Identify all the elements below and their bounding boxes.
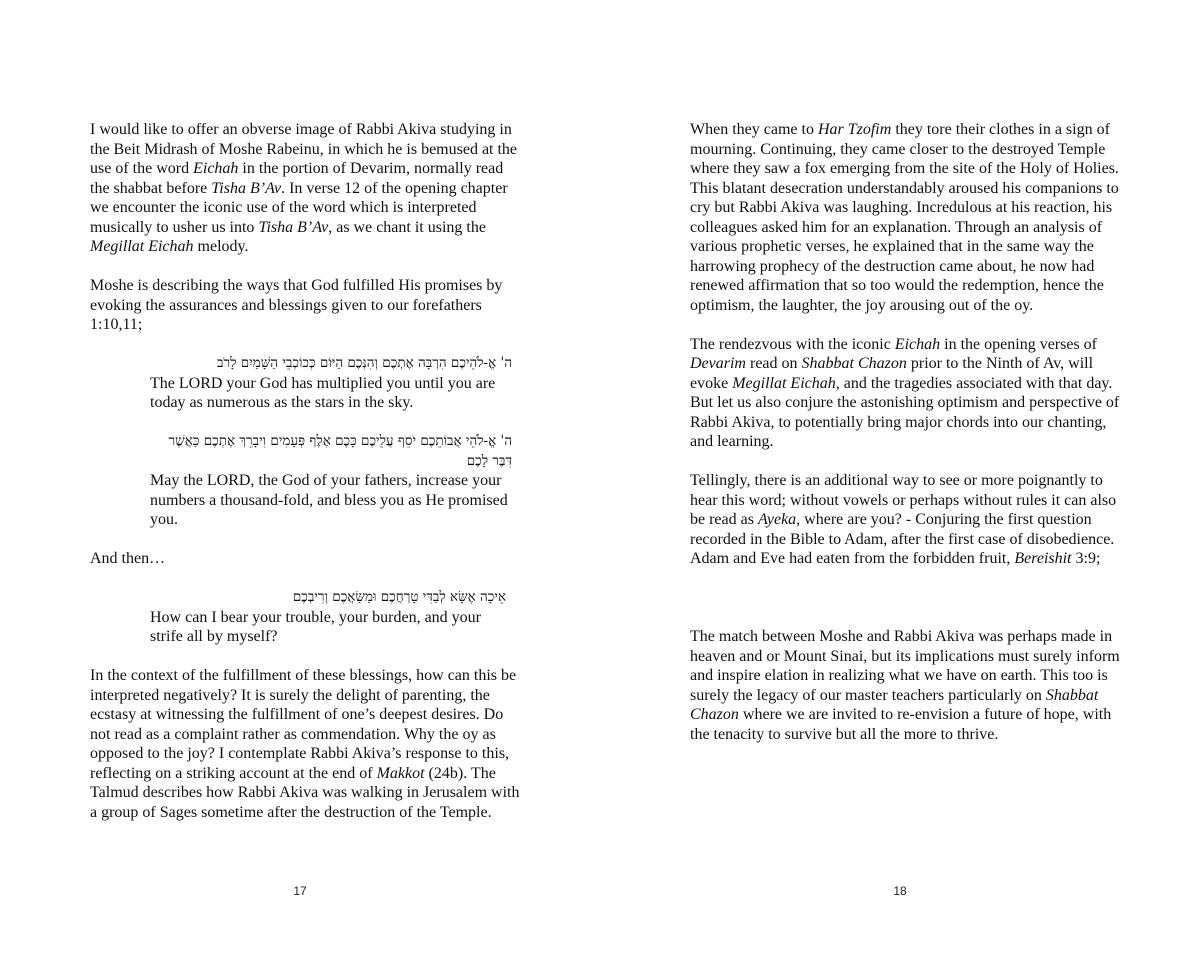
italic-term: Eichah xyxy=(894,335,941,353)
verse-quote-2 xyxy=(150,432,512,530)
italic-term: Devarim xyxy=(690,355,746,372)
italic-term: Megillat Eichah, xyxy=(732,374,840,392)
italic-term: Eichah xyxy=(193,160,239,177)
italic-term: Shabbat Chazon xyxy=(690,686,1099,723)
text-run: (24b). The Talmud describes how Rabbi Akiva was walking in Jerusalem with a group of Sages sometime after the destruction of the Temple. xyxy=(90,764,520,821)
english-translation xyxy=(750,588,1106,608)
text-run: 3:9; xyxy=(1071,550,1101,567)
hebrew-verse: ה' אֱ-לֹהֵי אֲבוֹתֵכֶם יֹסֵף עֲלֵיכֶם כָּכֶם אֶלֶף פְּעָמִים וִיבָרֵךְ אֶתְכֶם כַּאֲשֶׁר דִּבֶּר לָכֶם xyxy=(168,433,512,469)
left-paragraph-4 xyxy=(90,666,522,822)
english-translation: May the LORD, the God of your fathers, increase your numbers a thousand-fold, and bless you as He promised you. xyxy=(150,472,508,528)
right-page-body xyxy=(690,120,1122,764)
left-page-body xyxy=(90,120,522,842)
text-run: read on xyxy=(745,355,802,372)
text-run: In the context of the fulfillment of these blessings, how can this be interpreted negatively? It is surely the delight of parenting, the ecstasy at witnessing the fulfillment of one’s deepest desires. Do not read as a complaint rather as commendation. Why the oy as opposed to the joy? I contemplate Rabbi Akiva’s response to this, reflecting on a striking account at the end of xyxy=(90,667,517,782)
italic-term: Bereishit xyxy=(1014,550,1072,567)
text-run: where we are invited to re-envision a future of hope, with the tenacity to survive but all the more to thrive. xyxy=(690,706,1112,743)
italic-term: Tisha B’Av xyxy=(211,179,282,197)
italic-term: Tisha B’Av xyxy=(258,218,329,236)
text-run: I would like to offer an obverse image of Rabbi Akiva studying in the Beit Midrash of Moshe Rabeinu, in which he is bemused at the use of the word xyxy=(90,121,518,177)
text-run: . In verse 12 of the opening chapter we encounter the iconic use of the word which is interpreted musically to usher us into xyxy=(90,179,508,236)
text-run: in the portion of Devarim, normally read the shabbat before xyxy=(90,160,504,197)
text-run: melody. xyxy=(193,238,249,255)
text-run: in the opening verses of xyxy=(940,335,1098,353)
italic-term: Har Tzofim xyxy=(817,121,892,138)
page-number: 18 xyxy=(893,884,907,898)
english-translation: How can I bear your trouble, your burden, and your strife all by myself? xyxy=(150,608,482,645)
italic-term: Megillat Eichah xyxy=(90,238,194,255)
left-paragraph-3: And then… xyxy=(90,550,166,567)
text-run: The match between Moshe and Rabbi Akiva was perhaps made in heaven and or Mount Sinai, but its implications must surely inform and inspire elation in realizing what we have on earth. This too is surely the legacy of our master teachers particularly on xyxy=(690,628,1120,704)
italic-term: Makkot xyxy=(376,764,425,782)
verse-quote-4 xyxy=(750,588,1106,608)
right-paragraph-2 xyxy=(690,335,1122,452)
page-number: 17 xyxy=(293,884,307,898)
italic-term: Ayeka, xyxy=(757,511,801,528)
right-paragraph-3 xyxy=(690,471,1122,569)
verse-quote-1 xyxy=(150,354,512,413)
text-run: they tore their clothes in a sign of mourning. Continuing, they came closer to the destroyed Temple where they saw a fox emerging from the site of the Holy of Holies. This blatant desecration understandably aroused his companions to cry but Rabbi Akiva was laughing. Incredulous at his reaction, his colleagues asked him for an explanation. Through an analysis of various prophetic verses, he explained that in the same way the harrowing prophecy of the destruction came about, he now had renewed affirmation that so too would the redemption, hence the optimism, the laughter, the joy arousing out of the oy. xyxy=(690,121,1119,314)
text-run: Tellingly, there is an additional way to see or more poignantly to hear this word; without vowels or perhaps without rules it can also be read as xyxy=(690,472,1117,528)
italic-term: Shabbat Chazon xyxy=(801,355,907,372)
text-run: When they came to xyxy=(690,121,818,138)
verse-quote-3 xyxy=(150,588,506,647)
right-paragraph-1 xyxy=(690,120,1122,315)
text-run: The rendezvous with the iconic xyxy=(690,335,895,353)
left-paragraph-2: Moshe is describing the ways that God fulfilled His promises by evoking the assurances and blessings given to our forefathers 1:10,11; xyxy=(90,277,503,333)
english-translation: The LORD your God has multiplied you until you are today as numerous as the stars in the sky. xyxy=(150,374,496,411)
text-run: prior to the Ninth of Av, will evoke xyxy=(690,355,1094,392)
text-run: where are you? - Conjuring the first question recorded in the Bible to Adam, after the first case of disobedience. Adam and Eve had eaten from the forbidden fruit, xyxy=(690,511,1115,567)
hebrew-verse: אֵיכָה אֶשָּׂא לְבַדִּי טָרְחֲכֶם וּמַשַּׂאֲכֶם וְרִיבְכֶם xyxy=(292,589,506,605)
left-paragraph-1 xyxy=(90,120,522,257)
hebrew-verse: ה' אֱ-לֹהֵיכֶם הִרְבָּה אֶתְכֶם וְהִנְּכֶם הַיּוֹם כְּכוֹכְבֵי הַשָּׁמַיִם לָרֹב xyxy=(217,355,512,371)
text-run: and the tragedies associated with that day. But let us also conjure the astonishing optimism and perspective of Rabbi Akiva, to potentially bring major chords into our chanting, and learning. xyxy=(690,374,1120,450)
right-page xyxy=(600,0,1200,960)
text-run: , as we chant it using the xyxy=(328,218,486,236)
right-paragraph-4 xyxy=(690,627,1122,744)
